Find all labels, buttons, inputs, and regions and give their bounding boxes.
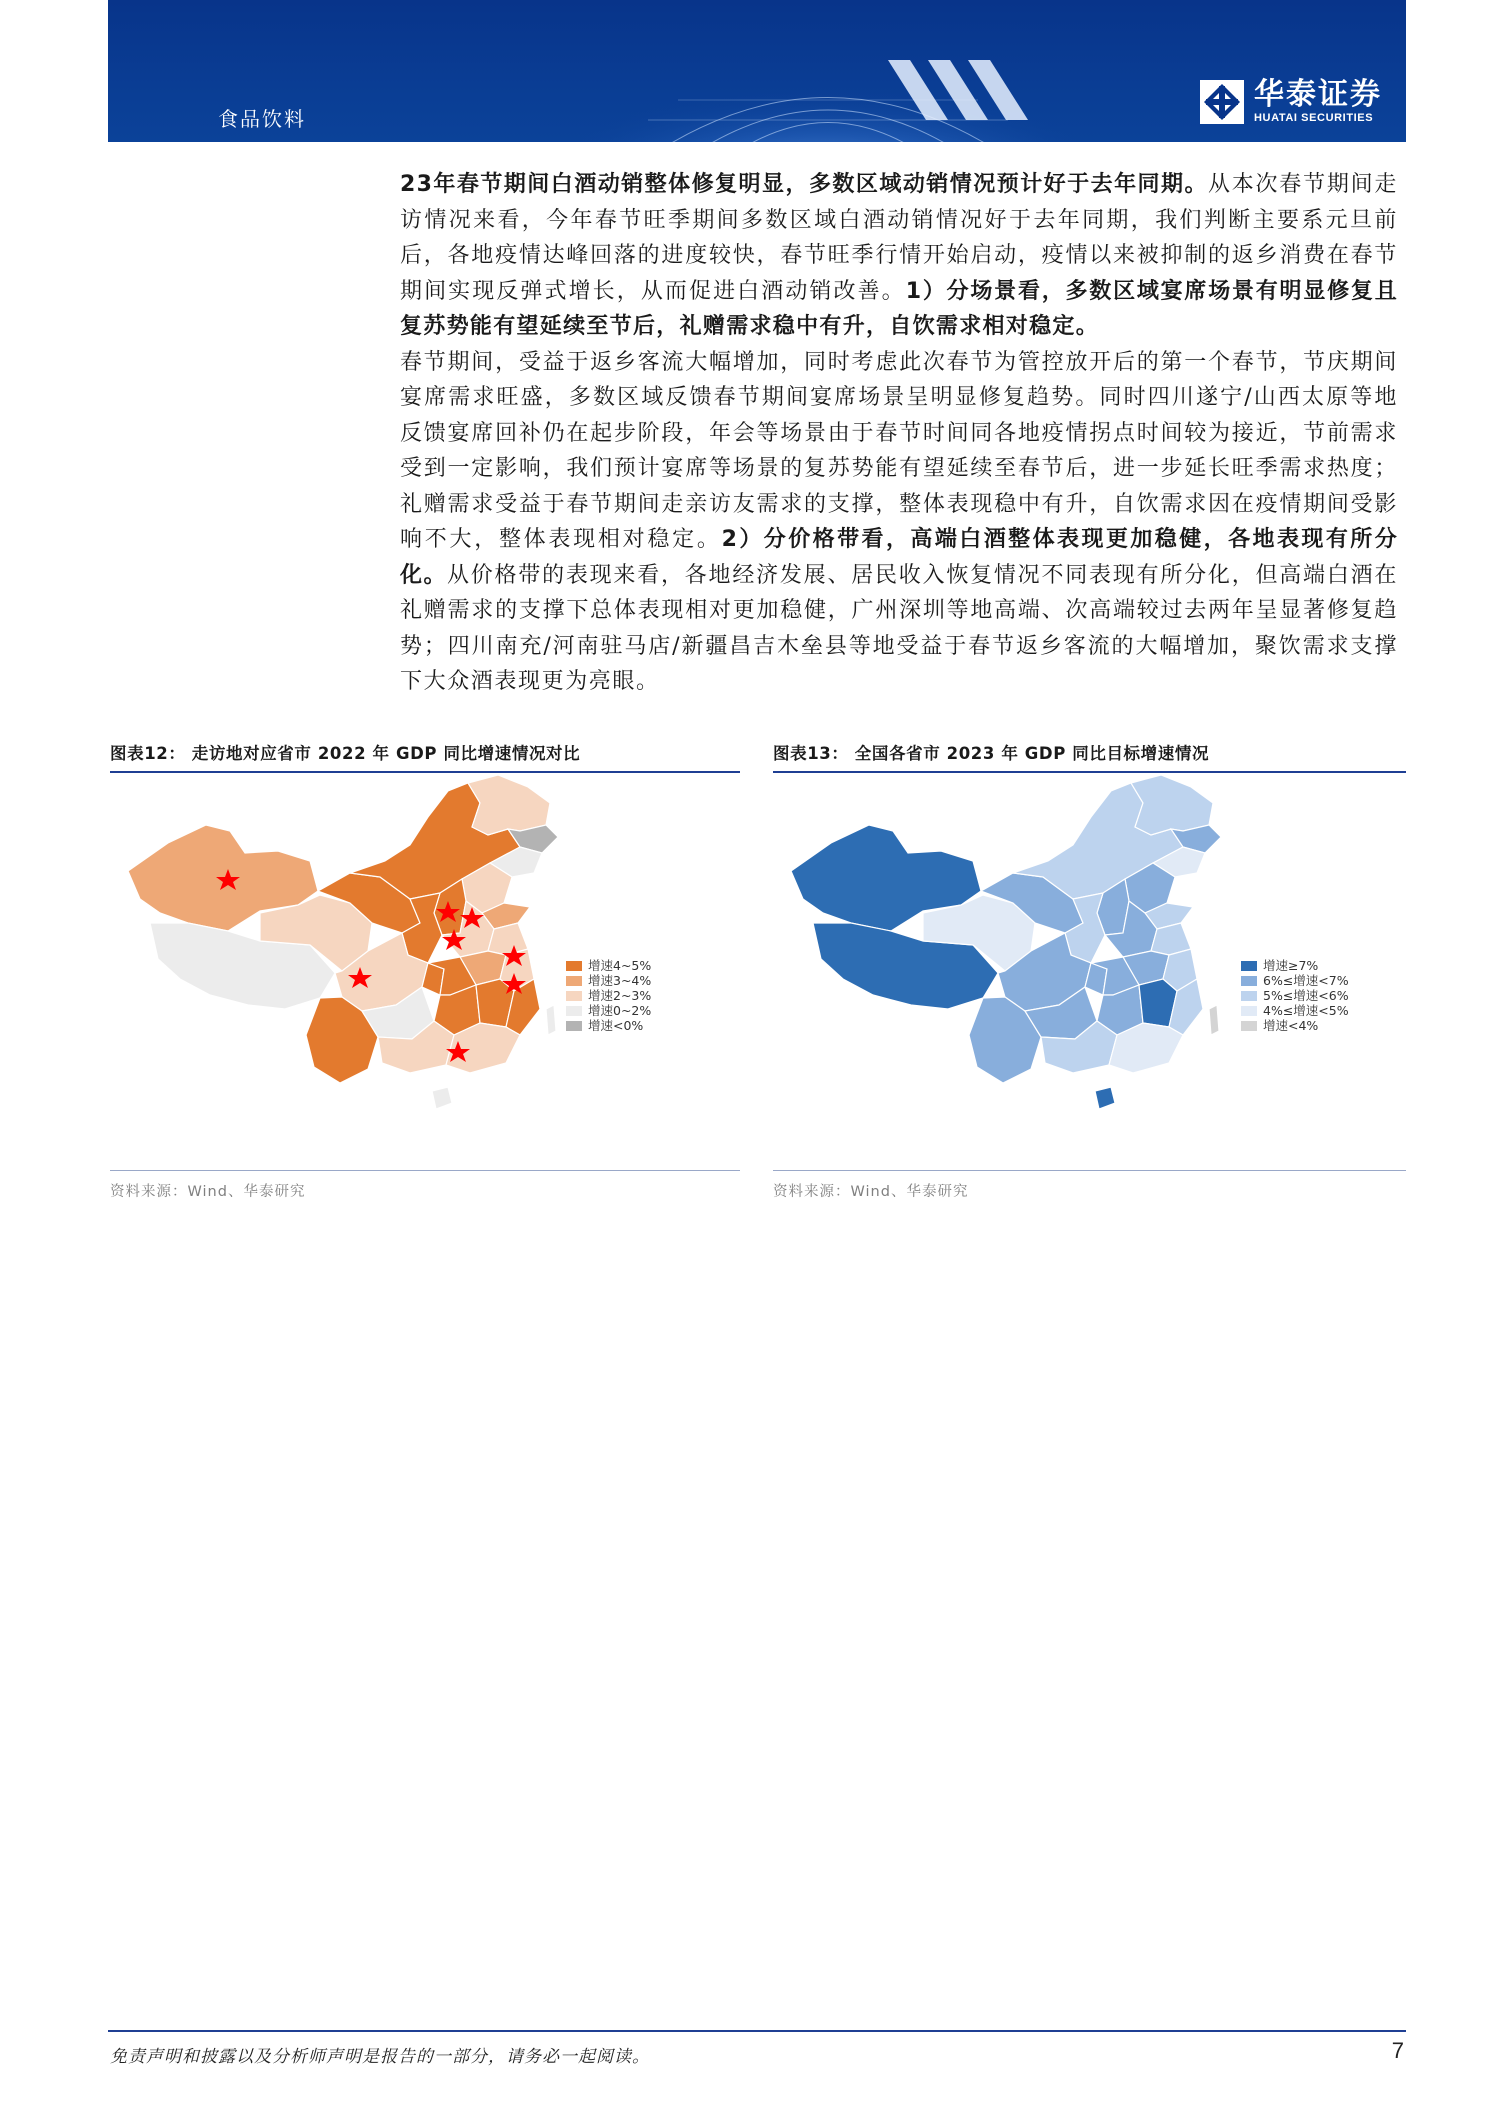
legend-swatch: [1241, 976, 1257, 986]
page-number: 7: [1391, 2038, 1404, 2063]
legend-item: [566, 959, 651, 973]
legend-swatch: [566, 1006, 582, 1016]
figure-12-title: 图表12： 走访地对应省市 2022 年 GDP 同比增速情况对比: [110, 740, 740, 773]
legend-swatch: [566, 961, 582, 971]
figure-13-source: 资料来源：Wind、华泰研究: [773, 1184, 969, 1200]
paragraph-3-text: 从价格带的表现来看，各地经济发展、居民收入恢复情况不同表现有所分化，但高端白酒在礼赠需求的支撑下总体表现相对更加稳健，广州深圳等地高端、次高端较过去两年呈显著修复趋势；四川南充/河南驻马店/新疆昌吉木垒县等地受益于春节返乡客流的大幅增加，聚饮需求支撑下大众酒表现更为亮眼。: [400, 562, 1398, 694]
figure-12-map: [110, 773, 740, 1171]
legend-swatch: [1241, 1006, 1257, 1016]
body-text: [400, 167, 1398, 700]
region-hainan: [1095, 1087, 1115, 1109]
legend-swatch: [1241, 961, 1257, 971]
legend-item: [566, 974, 651, 988]
legend-item: [1241, 959, 1349, 973]
legend-swatch: [566, 976, 582, 986]
legend-label: 增速≥7%: [1263, 958, 1319, 973]
legend-item: [566, 989, 651, 1003]
legend-label: 增速0~2%: [588, 1003, 652, 1018]
legend-item: [1241, 1004, 1349, 1018]
section-label: 食品饮料: [218, 107, 306, 131]
huatai-logo-icon: [1200, 80, 1244, 124]
legend-item: [1241, 974, 1349, 988]
legend-label: 增速<0%: [588, 1018, 644, 1033]
region-heilongjiang: [468, 775, 550, 835]
paragraph-1-heading: 23年春节期间白酒动销整体修复明显，多数区域动销情况预计好于去年同期。: [400, 172, 1208, 197]
legend-label: 增速4~5%: [588, 958, 652, 973]
legend-swatch: [566, 991, 582, 1001]
figure-12: [110, 740, 740, 1201]
region-hainan: [432, 1087, 452, 1109]
figure-13-title: 图表13： 全国各省市 2023 年 GDP 同比目标增速情况: [773, 740, 1406, 773]
footer-divider: [108, 2030, 1406, 2032]
paragraph-3-heading: 2）分价格带看，高端白酒整体表现更加稳健，各地表现有所分化。: [400, 527, 1398, 588]
figure-13-map: [773, 773, 1406, 1171]
legend-label: 6%≤增速<7%: [1263, 973, 1349, 988]
legend-label: 增速3~4%: [588, 973, 652, 988]
brand-name-cn: 华泰证券: [1254, 77, 1382, 112]
brand-name-en: HUATAI SECURITIES: [1254, 112, 1374, 124]
region-taiwan: [1209, 1005, 1219, 1035]
legend-label: 4%≤增速<5%: [1263, 1003, 1349, 1018]
legend-item: [566, 1004, 651, 1018]
legend-swatch: [566, 1021, 582, 1031]
legend-item: [566, 1019, 651, 1033]
legend-swatch: [1241, 1021, 1257, 1031]
region-heilongjiang: [1131, 775, 1213, 835]
paragraph-2-heading: 1）分场景看，多数区域宴席场景有明显修复且复苏势能有望延续至节后，礼赠需求稳中有升，自饮需求相对稳定。: [400, 278, 1398, 339]
paragraph-2-text: 春节期间，受益于返乡客流大幅增加，同时考虑此次春节为管控放开后的第一个春节，节庆期间宴席需求旺盛，多数区域反馈春节期间宴席场景呈明显修复趋势。同时四川遂宁/山西太原等地反馈宴席回补仍在起步阶段，年会等场景由于春节时间同各地疫情拐点时间较为接近，节前需求受到一定影响，我们预计宴席等场景的复苏势能有望延续至春节后，进一步延长旺季需求热度；礼赠需求受益于春节期间走亲访友需求的支撑，整体表现稳中有升，自饮需求因在疫情期间受影响不大，整体表现相对稳定。: [400, 349, 1398, 552]
legend-swatch: [1241, 991, 1257, 1001]
disclaimer-note: 免责声明和披露以及分析师声明是报告的一部分，请务必一起阅读。: [110, 2047, 650, 2067]
figure-12-legend: [566, 959, 651, 1033]
figure-13: [773, 740, 1406, 1201]
legend-item: [1241, 989, 1349, 1003]
paragraph-1-text: 从本次春节期间走访情况来看，今年春节旺季期间多数区域白酒动销情况好于去年同期，我们判断主要系元旦前后，各地疫情达峰回落的进度较快，春节旺季行情开始启动，疫情以来被抑制的返乡消费在春节期间实现反弹式增长，从而促进白酒动销改善。: [400, 172, 1398, 304]
brand-logo: [1200, 76, 1382, 128]
legend-label: 增速2~3%: [588, 988, 652, 1003]
legend-item: [1241, 1019, 1349, 1033]
page-header: [108, 0, 1406, 142]
header-decoration: [528, 20, 1168, 142]
figure-12-source: 资料来源：Wind、华泰研究: [110, 1184, 306, 1200]
legend-label: 增速<4%: [1263, 1018, 1319, 1033]
region-taiwan: [546, 1005, 556, 1035]
legend-label: 5%≤增速<6%: [1263, 988, 1349, 1003]
figure-13-legend: [1241, 959, 1349, 1033]
